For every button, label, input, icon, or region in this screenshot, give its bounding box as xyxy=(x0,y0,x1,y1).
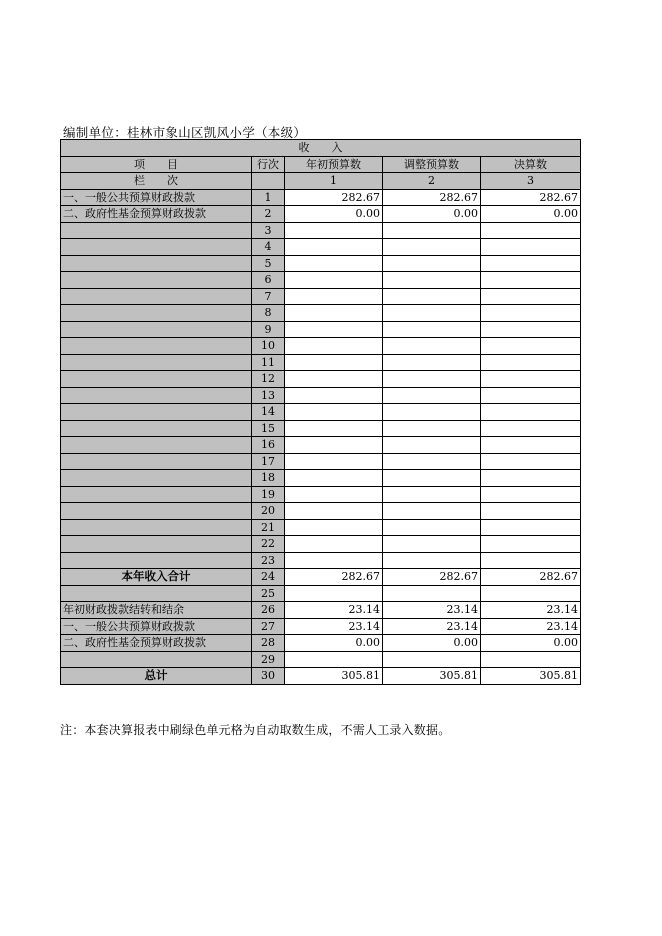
row-label xyxy=(61,420,252,437)
item-header: 项 目 xyxy=(61,156,252,173)
row-final-accounts xyxy=(481,288,581,305)
table-row xyxy=(61,338,581,355)
table-row xyxy=(61,371,581,388)
row-label: 年初财政拨款结转和结余 xyxy=(61,602,252,619)
row-line-no: 21 xyxy=(252,519,285,536)
row-line-no: 12 xyxy=(252,371,285,388)
row-budget-adjusted xyxy=(383,272,481,289)
income-header: 收 入 xyxy=(61,140,581,157)
row-budget-adjusted xyxy=(383,486,481,503)
row-label xyxy=(61,552,252,569)
table-row xyxy=(61,618,581,635)
row-budget-adjusted xyxy=(383,354,481,371)
row-line-no: 2 xyxy=(252,206,285,223)
table-row xyxy=(61,305,581,322)
row-line-no: 22 xyxy=(252,536,285,553)
row-budget-initial: 305.81 xyxy=(285,668,383,685)
row-final-accounts xyxy=(481,272,581,289)
row-budget-adjusted xyxy=(383,371,481,388)
row-line-no: 19 xyxy=(252,486,285,503)
row-budget-initial: 23.14 xyxy=(285,618,383,635)
table-row xyxy=(61,519,581,536)
row-budget-initial xyxy=(285,371,383,388)
row-label xyxy=(61,404,252,421)
income-table xyxy=(60,139,581,685)
row-budget-adjusted xyxy=(383,437,481,454)
row-budget-adjusted xyxy=(383,387,481,404)
row-label xyxy=(61,354,252,371)
row-budget-initial xyxy=(285,503,383,520)
table-row xyxy=(61,222,581,239)
row-budget-initial xyxy=(285,338,383,355)
table-row xyxy=(61,569,581,586)
row-label xyxy=(61,519,252,536)
row-budget-initial xyxy=(285,255,383,272)
row-budget-initial: 0.00 xyxy=(285,206,383,223)
row-line-no: 27 xyxy=(252,618,285,635)
table-row xyxy=(61,470,581,487)
row-budget-initial: 23.14 xyxy=(285,602,383,619)
row-label xyxy=(61,239,252,256)
row-budget-initial xyxy=(285,552,383,569)
row-line-no: 30 xyxy=(252,668,285,685)
row-final-accounts xyxy=(481,536,581,553)
row-budget-initial xyxy=(285,222,383,239)
row-budget-adjusted xyxy=(383,222,481,239)
row-line-no: 11 xyxy=(252,354,285,371)
row-budget-adjusted xyxy=(383,305,481,322)
row-line-no: 10 xyxy=(252,338,285,355)
table-row xyxy=(61,387,581,404)
row-line-no: 24 xyxy=(252,569,285,586)
row-final-accounts xyxy=(481,305,581,322)
reporting-unit-label: 编制单位：桂林市象山区凯风小学（本级） xyxy=(63,125,307,140)
col3-number: 3 xyxy=(481,173,581,190)
income-header-row xyxy=(61,140,581,157)
row-final-accounts xyxy=(481,420,581,437)
table-row xyxy=(61,206,581,223)
row-budget-initial xyxy=(285,354,383,371)
row-final-accounts xyxy=(481,453,581,470)
line-no-header: 行次 xyxy=(252,156,285,173)
row-budget-initial xyxy=(285,288,383,305)
row-budget-initial xyxy=(285,404,383,421)
row-budget-adjusted xyxy=(383,536,481,553)
row-label: 二、政府性基金预算财政拨款 xyxy=(61,635,252,652)
final-accounts-header: 决算数 xyxy=(481,156,581,173)
row-budget-initial xyxy=(285,420,383,437)
budget-adjusted-header: 调整预算数 xyxy=(383,156,481,173)
row-label: 总计 xyxy=(61,668,252,685)
row-final-accounts: 23.14 xyxy=(481,602,581,619)
row-line-no: 26 xyxy=(252,602,285,619)
row-budget-initial: 282.67 xyxy=(285,189,383,206)
table-row xyxy=(61,651,581,668)
table-row xyxy=(61,552,581,569)
row-line-no: 7 xyxy=(252,288,285,305)
row-budget-initial xyxy=(285,272,383,289)
table-row xyxy=(61,239,581,256)
column-number-row xyxy=(61,173,581,190)
row-final-accounts: 0.00 xyxy=(481,206,581,223)
row-budget-adjusted xyxy=(383,404,481,421)
row-final-accounts xyxy=(481,371,581,388)
row-budget-initial xyxy=(285,239,383,256)
row-final-accounts: 0.00 xyxy=(481,635,581,652)
row-line-no: 13 xyxy=(252,387,285,404)
row-line-no: 14 xyxy=(252,404,285,421)
row-budget-initial xyxy=(285,486,383,503)
col2-number: 2 xyxy=(383,173,481,190)
row-label xyxy=(61,585,252,602)
table-row xyxy=(61,602,581,619)
row-budget-adjusted: 305.81 xyxy=(383,668,481,685)
row-final-accounts xyxy=(481,585,581,602)
row-budget-initial xyxy=(285,453,383,470)
row-budget-initial: 282.67 xyxy=(285,569,383,586)
row-final-accounts xyxy=(481,519,581,536)
table-row xyxy=(61,288,581,305)
row-final-accounts xyxy=(481,486,581,503)
row-line-no: 4 xyxy=(252,239,285,256)
row-label xyxy=(61,387,252,404)
row-budget-adjusted xyxy=(383,255,481,272)
row-budget-adjusted xyxy=(383,651,481,668)
row-budget-adjusted: 282.67 xyxy=(383,189,481,206)
column-row-label: 栏 次 xyxy=(61,173,252,190)
row-line-no: 29 xyxy=(252,651,285,668)
row-label: 一、一般公共预算财政拨款 xyxy=(61,189,252,206)
row-budget-initial xyxy=(285,536,383,553)
row-label xyxy=(61,272,252,289)
row-final-accounts xyxy=(481,222,581,239)
row-label: 二、政府性基金预算财政拨款 xyxy=(61,206,252,223)
row-budget-initial xyxy=(285,387,383,404)
col1-number: 1 xyxy=(285,173,383,190)
row-budget-initial xyxy=(285,519,383,536)
row-final-accounts xyxy=(481,470,581,487)
row-line-no: 1 xyxy=(252,189,285,206)
row-final-accounts xyxy=(481,255,581,272)
row-line-no: 25 xyxy=(252,585,285,602)
column-header-row xyxy=(61,156,581,173)
table-row xyxy=(61,321,581,338)
row-final-accounts: 282.67 xyxy=(481,189,581,206)
footnote: 注：本套决算报表中刷绿色单元格为自动取数生成，不需人工录入数据。 xyxy=(60,723,451,737)
row-label xyxy=(61,470,252,487)
row-final-accounts xyxy=(481,338,581,355)
table-row xyxy=(61,585,581,602)
row-budget-adjusted xyxy=(383,503,481,520)
row-final-accounts xyxy=(481,321,581,338)
row-budget-adjusted: 0.00 xyxy=(383,635,481,652)
row-budget-initial: 0.00 xyxy=(285,635,383,652)
row-budget-adjusted xyxy=(383,453,481,470)
row-label xyxy=(61,437,252,454)
row-label xyxy=(61,222,252,239)
table-row xyxy=(61,189,581,206)
row-budget-adjusted: 23.14 xyxy=(383,618,481,635)
row-final-accounts xyxy=(481,239,581,256)
row-budget-adjusted xyxy=(383,338,481,355)
row-final-accounts xyxy=(481,354,581,371)
row-final-accounts: 23.14 xyxy=(481,618,581,635)
table-row xyxy=(61,635,581,652)
row-line-no: 16 xyxy=(252,437,285,454)
row-budget-initial xyxy=(285,437,383,454)
row-budget-initial xyxy=(285,651,383,668)
row-label xyxy=(61,288,252,305)
budget-initial-header: 年初预算数 xyxy=(285,156,383,173)
row-label xyxy=(61,486,252,503)
row-label xyxy=(61,651,252,668)
row-budget-adjusted xyxy=(383,552,481,569)
row-label xyxy=(61,536,252,553)
table-row xyxy=(61,354,581,371)
table-row xyxy=(61,453,581,470)
table-row xyxy=(61,420,581,437)
row-final-accounts xyxy=(481,437,581,454)
row-label xyxy=(61,305,252,322)
row-budget-adjusted xyxy=(383,321,481,338)
row-final-accounts xyxy=(481,552,581,569)
table-row xyxy=(61,272,581,289)
row-label xyxy=(61,321,252,338)
row-line-no: 6 xyxy=(252,272,285,289)
table-row xyxy=(61,255,581,272)
row-line-no: 9 xyxy=(252,321,285,338)
row-line-no: 5 xyxy=(252,255,285,272)
row-line-no: 20 xyxy=(252,503,285,520)
row-budget-initial xyxy=(285,585,383,602)
row-budget-initial xyxy=(285,305,383,322)
row-budget-adjusted xyxy=(383,519,481,536)
row-budget-initial xyxy=(285,470,383,487)
row-line-no: 28 xyxy=(252,635,285,652)
row-final-accounts xyxy=(481,651,581,668)
row-line-no: 18 xyxy=(252,470,285,487)
row-budget-adjusted xyxy=(383,288,481,305)
row-budget-adjusted xyxy=(383,585,481,602)
row-label xyxy=(61,371,252,388)
row-label xyxy=(61,453,252,470)
column-row-blank xyxy=(252,173,285,190)
row-line-no: 8 xyxy=(252,305,285,322)
row-label xyxy=(61,255,252,272)
row-budget-adjusted xyxy=(383,239,481,256)
row-label: 本年收入合计 xyxy=(61,569,252,586)
row-label: 一、一般公共预算财政拨款 xyxy=(61,618,252,635)
table-row xyxy=(61,503,581,520)
row-line-no: 17 xyxy=(252,453,285,470)
table-row xyxy=(61,437,581,454)
row-budget-adjusted: 23.14 xyxy=(383,602,481,619)
row-budget-adjusted xyxy=(383,420,481,437)
row-budget-initial xyxy=(285,321,383,338)
row-label xyxy=(61,338,252,355)
row-budget-adjusted: 0.00 xyxy=(383,206,481,223)
row-line-no: 23 xyxy=(252,552,285,569)
row-budget-adjusted xyxy=(383,470,481,487)
table-row xyxy=(61,486,581,503)
row-budget-adjusted: 282.67 xyxy=(383,569,481,586)
row-final-accounts xyxy=(481,387,581,404)
row-final-accounts xyxy=(481,503,581,520)
table-row xyxy=(61,536,581,553)
table-row xyxy=(61,404,581,421)
row-label xyxy=(61,503,252,520)
row-line-no: 3 xyxy=(252,222,285,239)
row-final-accounts: 305.81 xyxy=(481,668,581,685)
table-row xyxy=(61,668,581,685)
row-final-accounts: 282.67 xyxy=(481,569,581,586)
row-line-no: 15 xyxy=(252,420,285,437)
row-final-accounts xyxy=(481,404,581,421)
